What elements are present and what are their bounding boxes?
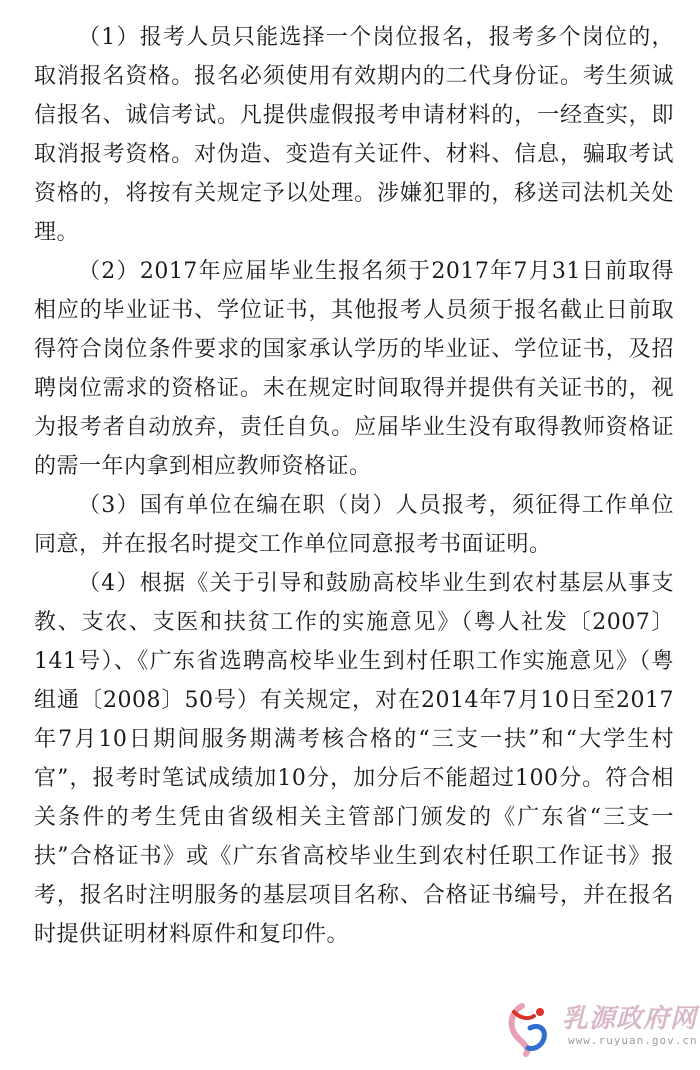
site-url: www.ruyuan.gov.cn: [568, 1034, 698, 1047]
site-name: 乳源政府网: [562, 1004, 698, 1034]
paragraph-2: （2）2017年应届毕业生报名须于2017年7月31日前取得相应的毕业证书、学位证书，其他报考人员须于报名截止日前取得符合岗位条件要求的国家承认学历的毕业证、学位证书，及招聘岗位需求的资格证。未在规定时间取得并提供有关证书的，视为报考者自动放弃，责任自负。应届毕业生没有取得教师资格证的需一年内拿到相应教师资格证。: [34, 259, 674, 479]
paragraph-4: （4）根据《关于引导和鼓励高校毕业生到农村基层从事支教、支农、支医和扶贫工作的实施意见》（粤人社发〔2007〕141号）、《广东省选聘高校毕业生到村任职工作实施意见》（粤组通〔2008〕50号）有关规定，对在2014年7月10日至2017年7月10日期间服务期满考核合格的“三支一扶”和“大学生村官”，报考时笔试成绩加10分，加分后不能超过100分。符合相关条件的考生凭由省级相关主管部门颁发的《广东省“三支一扶”合格证书》或《广东省高校毕业生到农村任职工作证书》报考，报名时注明服务的基层项目名称、合格证书编号，并在报名时提供证明材料原件和复印件。: [34, 571, 674, 947]
site-watermark: [500, 998, 698, 1058]
document-body: [34, 18, 674, 954]
paragraph-3: （3）国有单位在编在职（岗）人员报考，须征得工作单位同意，并在报名时提交工作单位同意报考书面证明。: [34, 493, 674, 557]
ruyuan-logo-icon: [500, 998, 560, 1058]
ruyuan-logo-graphic: [500, 998, 560, 1058]
paragraph-1: （1）报考人员只能选择一个岗位报名，报考多个岗位的，取消报名资格。报名必须使用有效期内的二代身份证。考生须诚信报名、诚信考试。凡提供虚假报考申请材料的，一经查实，即取消报考资格。对伪造、变造有关证件、材料、信息，骗取考试资格的，将按有关规定予以处理。涉嫌犯罪的，移送司法机关处理。: [34, 25, 674, 245]
